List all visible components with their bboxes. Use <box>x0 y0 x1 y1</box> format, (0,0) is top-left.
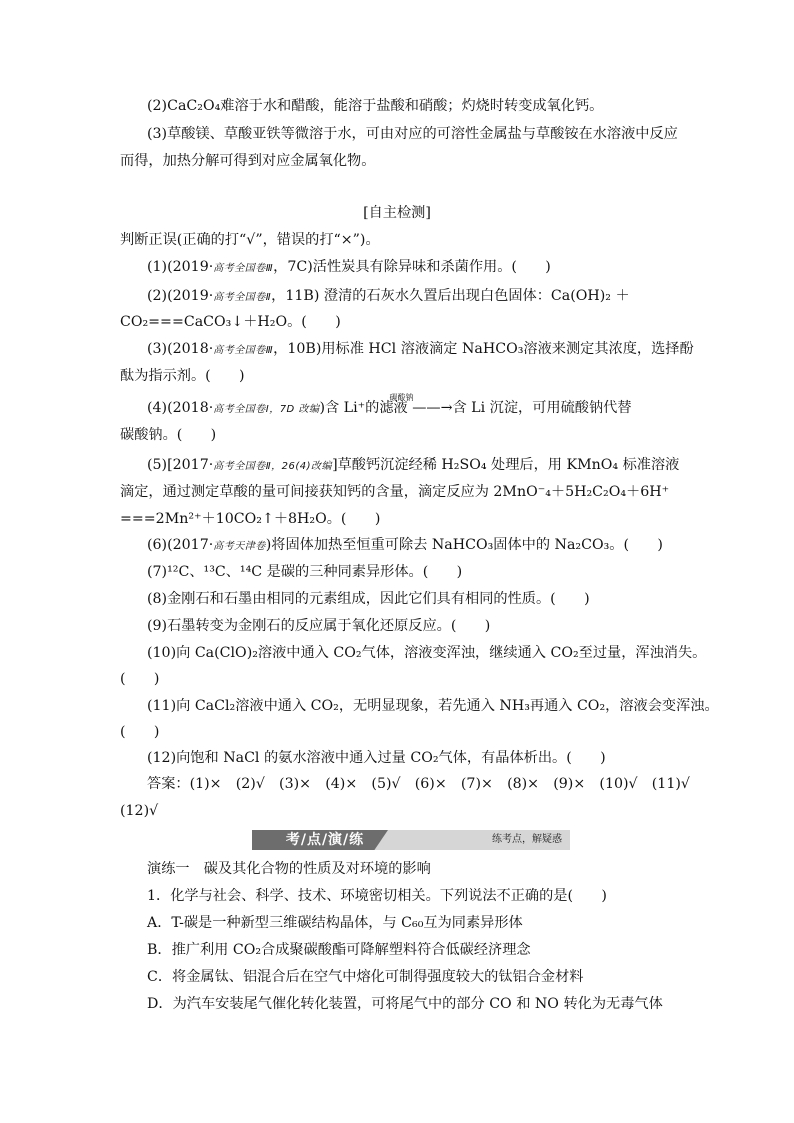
banner-title: 考/点/演/练 <box>285 832 365 848</box>
item-2 <box>147 286 707 308</box>
item-4-text-wrap <box>319 393 632 416</box>
item-11: (11)向 CaCl₂溶液中通入 CO₂，无明显现象，若先通入 NH₃再通入 CO₂，溶液会变浑浊。 <box>147 698 719 714</box>
item-3-source: 高考全国卷Ⅲ <box>213 345 274 356</box>
item-8: (8)金刚石和石墨由相同的元素组成，因此它们具有相同的性质。( ) <box>147 591 590 607</box>
item-1 <box>147 257 707 279</box>
item-3 <box>147 339 707 361</box>
item-4-cont: 碳酸钠。( ) <box>120 427 217 443</box>
item-6-lead: (6)(2017· <box>147 537 214 553</box>
banner-subtitle: 练考点，解疑惑 <box>492 834 562 845</box>
item-10-cont: ( ) <box>120 671 160 687</box>
intro-line-3: 而得，加热分解可得到对应金属氧化物。 <box>120 153 376 169</box>
item-1-lead: (1)(2019· <box>147 259 214 275</box>
item-5-text: ]草酸钙沉淀经稀 H₂SO₄ 处理后，用 KMnO₄ 标准溶液 <box>332 457 680 473</box>
practice-heading: 演练一 碳及其化合物的性质及对环境的影响 <box>147 861 431 877</box>
item-12: (12)向饱和 NaCl 的氨水溶液中通入过量 CO₂气体，有晶体析出。( ) <box>147 750 606 766</box>
item-9: (9)石墨转变为金刚石的反应属于氧化还原反应。( ) <box>147 618 491 634</box>
item-4-lead: (4)(2018· <box>147 400 214 416</box>
item-4-text: )含 Li⁺的滤液 ——→含 Li 沉淀，可用硫酸钠代替 <box>319 400 632 416</box>
item-10: (10)向 Ca(ClO)₂溶液中通入 CO₂气体，溶液变浑浊，继续通入 CO₂至过量，浑浊消失。 <box>147 645 707 661</box>
answers-line-1: 答案：(1)× (2)√ (3)× (4)× (5)√ (6)× (7)× (8)× (9)× (10)√ (11)√ <box>147 776 690 792</box>
question-1: 1．化学与社会、科学、技术、环境密切相关。下列说法不正确的是( ) <box>147 888 607 904</box>
option-d: D．为汽车安装尾气催化转化装置，可将尾气中的部分 CO 和 NO 转化为无毒气体 <box>147 996 663 1012</box>
item-3-lead: (3)(2018· <box>147 341 214 357</box>
item-5 <box>147 455 707 477</box>
item-4 <box>147 393 707 420</box>
item-6 <box>147 535 707 557</box>
item-6-source: 高考天津卷 <box>213 541 266 552</box>
item-1-source: 高考全国卷Ⅲ <box>213 263 274 274</box>
item-5-cont-2: ===2Mn²⁺＋10CO₂↑＋8H₂O。( ) <box>120 511 381 527</box>
answers-line-2: (12)√ <box>120 803 159 819</box>
item-11-cont: ( ) <box>120 724 160 740</box>
item-3-cont: 酞为指示剂。( ) <box>120 368 245 384</box>
item-2-text: ，11B) 澄清的石灰水久置后出现白色固体：Ca(OH)₂ ＋ <box>271 288 630 304</box>
item-2-cont: CO₂===CaCO₃↓＋H₂O。( ) <box>120 314 341 330</box>
instruction: 判断正误(正确的打“√”，错误的打“×”)。 <box>120 232 380 248</box>
option-a: A．T-碳是一种新型三维碳结构晶体，与 C₆₀互为同素异形体 <box>147 915 523 931</box>
item-4-source: 高考全国卷Ⅰ，7D 改编 <box>213 404 320 415</box>
section-title: [自主检测] <box>363 205 431 221</box>
item-5-lead: (5)[2017· <box>147 457 214 473</box>
option-b: B．推广利用 CO₂合成聚碳酸酯可降解塑料符合低碳经济理念 <box>147 942 531 958</box>
item-7: (7)¹²C、¹³C、¹⁴C 是碳的三种同素异形体。( ) <box>147 564 463 580</box>
item-6-text: )将固体加热至恒重可除去 NaHCO₃固体中的 Na₂CO₃。( ) <box>265 537 663 553</box>
intro-line-1: (2)CaC₂O₄难溶于水和醋酸，能溶于盐酸和硝酸；灼烧时转变成氧化钙。 <box>147 98 604 114</box>
arrow-label: 碳酸钠 <box>389 393 414 402</box>
item-2-source: 高考全国卷Ⅱ <box>213 292 272 303</box>
intro-line-2: (3)草酸镁、草酸亚铁等微溶于水，可由对应的可溶性金属盐与草酸铵在水溶液中反应 <box>147 126 678 142</box>
item-2-lead: (2)(2019· <box>147 288 214 304</box>
item-5-source: 高考全国卷Ⅱ，26(4)改编 <box>213 461 333 472</box>
option-c: C．将金属钛、铝混合后在空气中熔化可制得强度较大的钛铝合金材料 <box>147 969 584 985</box>
section-banner <box>252 830 570 850</box>
item-3-text: ，10B)用标准 HCl 溶液滴定 NaHCO₃溶液来测定其浓度，选择酚 <box>273 341 694 357</box>
item-1-text: ，7C)活性炭具有除异味和杀菌作用。( ) <box>273 259 551 275</box>
item-5-cont-1: 滴定，通过测定草酸的量可间接获知钙的含量，滴定反应为 2MnO⁻₄＋5H₂C₂O₄＋6H⁺ <box>120 484 670 500</box>
